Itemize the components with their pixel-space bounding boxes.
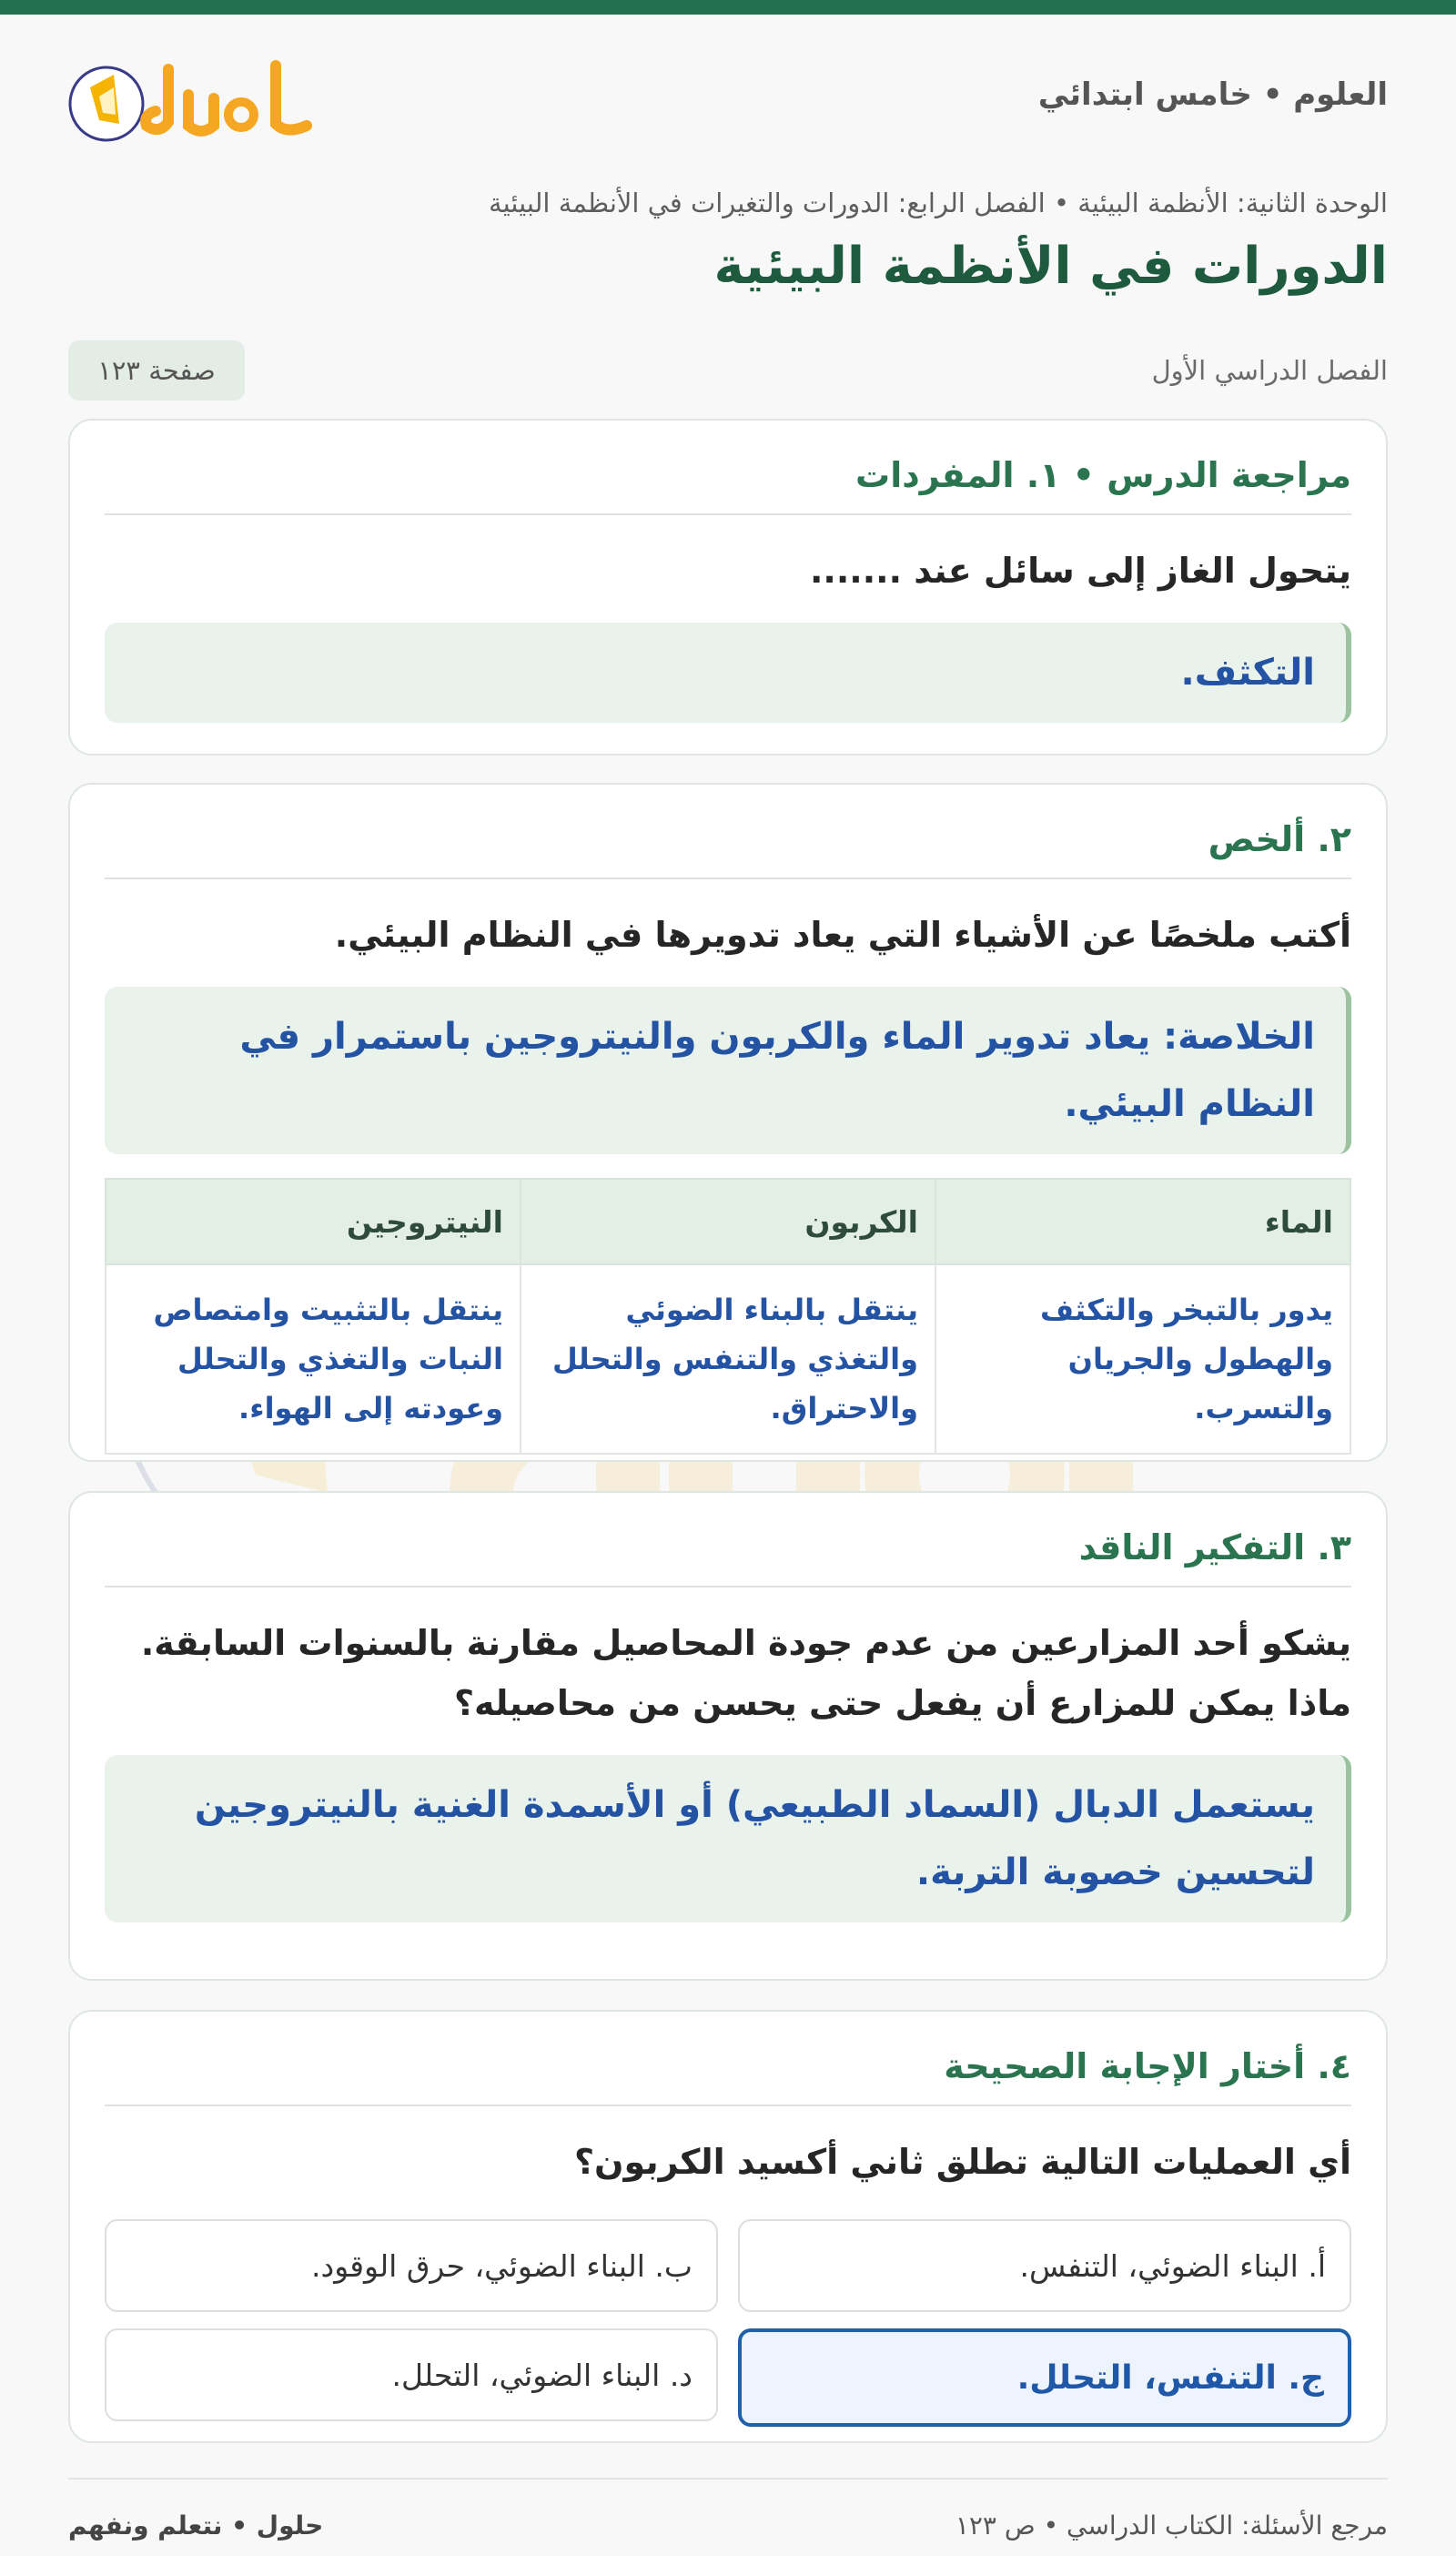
options-grid bbox=[105, 2219, 1351, 2427]
question-text: أي العمليات التالية تطلق ثاني أكسيد الكربون؟ bbox=[574, 2142, 1351, 2182]
option-b[interactable]: ب. البناء الضوئي، حرق الوقود. bbox=[105, 2219, 718, 2312]
option-a[interactable]: أ. البناء الضوئي، التنفس. bbox=[738, 2219, 1351, 2312]
answer-box: الخلاصة: يعاد تدوير الماء والكربون والنيتروجين باستمرار في النظام البيئي. bbox=[105, 987, 1351, 1154]
answer-box: يستعمل الدبال (السماد الطبيعي) أو الأسمدة الغنية بالنيتروجين لتحسين خصوبة التربة. bbox=[105, 1755, 1351, 1922]
header bbox=[68, 15, 1388, 166]
term-label: الفصل الدراسي الأول bbox=[1151, 355, 1388, 386]
table-cell-carbon: ينتقل بالبناء الضوئي والتغذي والتنفس والتحلل والاحتراق. bbox=[521, 1264, 935, 1454]
hulul-logo-icon[interactable] bbox=[68, 47, 314, 157]
multiple-choice-card bbox=[68, 2010, 1388, 2443]
critical-thinking-card bbox=[68, 1491, 1388, 1981]
cycles-table bbox=[105, 1178, 1351, 1455]
question-text: يتحول الغاز إلى سائل عند ....... bbox=[809, 551, 1351, 591]
table-header-nitrogen: النيتروجين bbox=[106, 1179, 521, 1264]
summarize-card bbox=[68, 783, 1388, 1462]
table-header-water: الماء bbox=[935, 1179, 1350, 1264]
table-cell-water: يدور بالتبخر والتكثف والهطول والجريان والتسرب. bbox=[935, 1264, 1350, 1454]
table-header-row bbox=[106, 1179, 1350, 1264]
breadcrumb: الوحدة الثانية: الأنظمة البيئية • الفصل الرابع: الدورات والتغيرات في الأنظمة البيئية bbox=[489, 188, 1388, 218]
section-title: ٣. التفكير الناقد bbox=[105, 1493, 1351, 1587]
top-accent-bar bbox=[0, 0, 1456, 15]
section-title: ٤. أختار الإجابة الصحيحة bbox=[105, 2012, 1351, 2106]
reference-text: مرجع الأسئلة: الكتاب الدراسي • ص ١٢٣ bbox=[955, 2510, 1388, 2541]
footer bbox=[68, 2478, 1388, 2551]
vocabulary-card bbox=[68, 419, 1388, 756]
section-title: ٢. ألخص bbox=[105, 785, 1351, 879]
page bbox=[68, 15, 1388, 2541]
option-d[interactable]: د. البناء الضوئي، التحلل. bbox=[105, 2328, 718, 2421]
page-number-badge: صفحة ١٢٣ bbox=[68, 340, 245, 401]
page-title: الدورات في الأنظمة البيئية bbox=[713, 237, 1388, 296]
subject-label: العلوم • خامس ابتدائي bbox=[1037, 76, 1388, 113]
question-text: يشكو أحد المزارعين من عدم جودة المحاصيل مقارنة بالسنوات السابقة. ماذا يمكن للمزارع أن يفعل حتى يحسن من محاصيله؟ bbox=[140, 1623, 1351, 1723]
brand-text: حلول • نتعلم ونفهم bbox=[68, 2510, 324, 2541]
table-cell-nitrogen: ينتقل بالتثبيت وامتصاص النبات والتغذي والتحلل وعودته إلى الهواء. bbox=[106, 1264, 521, 1454]
table-row bbox=[106, 1264, 1350, 1454]
answer-box: التكثف. bbox=[105, 623, 1351, 723]
section-title: مراجعة الدرس • ١. المفردات bbox=[105, 421, 1351, 515]
question-text: أكتب ملخصًا عن الأشياء التي يعاد تدويرها في النظام البيئي. bbox=[334, 915, 1351, 955]
table-header-carbon: الكربون bbox=[521, 1179, 935, 1264]
option-c-selected[interactable]: ج. التنفس، التحلل. bbox=[738, 2328, 1351, 2427]
